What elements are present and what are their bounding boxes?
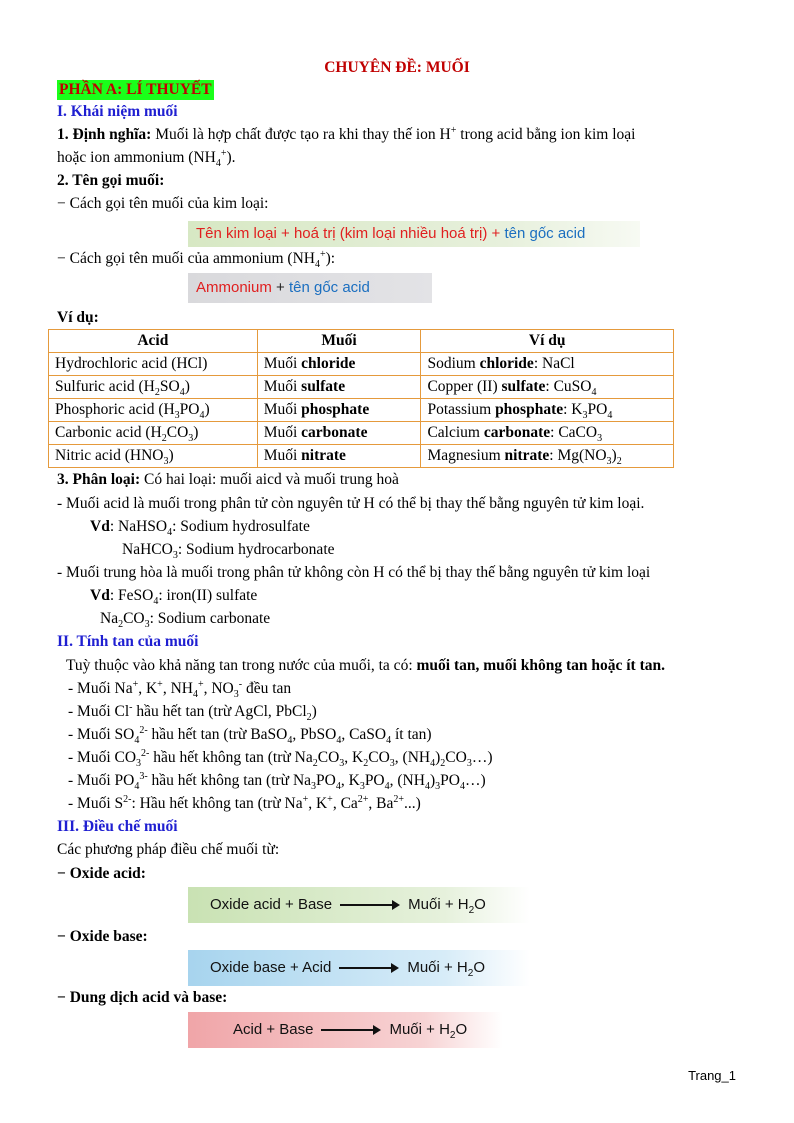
cell-salt: Muối nitrate: [257, 445, 421, 468]
solubility-rule-2: - Muối Cl- hầu hết tan (trừ AgCl, PbCl$_2$): [68, 701, 317, 724]
cell-acid: Nitric acid $(HNO_3)$: [49, 445, 258, 468]
acid-salt-example-2: NaHCO$_3$: Sodium hydrocarbonate: [122, 541, 335, 562]
method-oxide-base-label: − Oxide base:: [57, 928, 148, 945]
example-label: Ví dụ:: [57, 309, 99, 326]
document-title: CHUYÊN ĐỀ: MUỐI: [324, 59, 470, 76]
part-a-heading: PHẦN A: LÍ THUYẾT: [59, 81, 212, 98]
arrow-icon: [321, 1025, 381, 1035]
definition-line-2: hoặc ion ammonium $(NH_4^+)$.: [57, 147, 236, 170]
method-oxide-acid-label: − Oxide acid:: [57, 865, 146, 882]
page-number: Trang_1: [688, 1068, 736, 1083]
neutral-salt-definition: - Muối trung hòa là muối trong phân tử không còn H có thể bị thay thế bằng nguyên tử kim loại: [57, 564, 651, 581]
neutral-salt-example-1: Vd: FeSO$_4$: iron(II) sulfate: [90, 587, 258, 608]
solubility-rule-4: - Muối $CO_3^{2-}$ hầu hết không tan (trừ $Na_2CO_3$, $K_2CO_3$, $(NH_4)_2CO_3\dots$): [68, 747, 493, 770]
section-2-heading: II. Tính tan của muối: [57, 633, 199, 650]
acid-salt-table: [48, 329, 674, 468]
cell-acid: Sulfuric acid $(H_2SO_4)$: [49, 376, 258, 399]
reaction-oxide-acid: Oxide acid + Base Muối + $H_2O$: [188, 887, 530, 923]
metal-salt-name-formula: Tên kim loại + hoá trị (kim loại nhiều hoá trị) + tên gốc acid: [188, 221, 640, 247]
ammonium-salt-name-formula: Ammonium + tên gốc acid: [188, 273, 432, 303]
table-row: [49, 353, 674, 376]
solubility-rule-3: - Muối $SO_4^{2-}$ hầu hết tan (trừ BaSO$_4$, PbSO$_4$, CaSO$_4$ ít tan): [68, 724, 432, 747]
header-acid: Acid: [49, 330, 258, 353]
cell-acid: Phosphoric acid $(H_3PO_4)$: [49, 399, 258, 422]
classification-line: 3. Phân loại: Có hai loại: muối aicd và muối trung hoà: [57, 471, 399, 488]
reaction-oxide-base: Oxide base + Acid Muối + $H_2O$: [188, 950, 530, 986]
table-header-row: [49, 330, 674, 353]
arrow-icon: [339, 963, 399, 973]
naming-ammonium-text: − Cách gọi tên muối của ammonium $(NH_4^+)$:: [57, 248, 336, 271]
section-1-heading: I. Khái niệm muối: [57, 103, 178, 120]
section-3-heading: III. Điều chế muối: [57, 818, 178, 835]
cell-salt: Muối chloride: [257, 353, 421, 376]
table-row: [49, 376, 674, 399]
cell-salt: Muối sulfate: [257, 376, 421, 399]
solubility-rule-1: - Muối Na+, K+, $NH_4^+$, $NO_3^-$ đều tan: [68, 678, 292, 701]
table-row: [49, 445, 674, 468]
header-example: Ví dụ: [421, 330, 674, 353]
solubility-rule-6: - Muối $S^{2-}$: Hầu hết không tan (trừ Na+, K+, $Ca^{2+}$, $Ba^{2+}$...): [68, 793, 421, 812]
table-row: [49, 422, 674, 445]
cell-example: Potassium phosphate: $K_3PO_4$: [421, 399, 674, 422]
acid-salt-definition: - Muối acid là muối trong phân tử còn nguyên tử H có thể bị thay thế bằng nguyên tử kim loại.: [57, 495, 645, 512]
acid-salt-example-1: Vd: NaHSO$_4$: Sodium hydrosulfate: [90, 518, 310, 539]
definition-label: 1. Định nghĩa:: [57, 126, 152, 143]
naming-heading: 2. Tên gọi muối:: [57, 172, 165, 189]
solubility-rule-5: - Muối $PO_4^{3-}$ hầu hết không tan (trừ $Na_3PO_4$, $K_3PO_4$, $(NH_4)_3PO_4\dots$): [68, 770, 486, 793]
definition-line-1: 1. Định nghĩa: Muối là hợp chất được tạo ra khi thay thế ion H+ trong acid bằng ion kim loại: [57, 124, 636, 143]
cell-example: Copper (II) sulfate: CuSO$_4$: [421, 376, 674, 399]
cell-example: Magnesium nitrate: $Mg(NO_3)_2$: [421, 445, 674, 468]
reaction-acid-base: Acid + Base Muối + $H_2O$: [188, 1012, 503, 1048]
table-row: [49, 399, 674, 422]
arrow-icon: [340, 900, 400, 910]
cell-salt: Muối phosphate: [257, 399, 421, 422]
solubility-intro: Tuỳ thuộc vào khả năng tan trong nước của muối, ta có: muối tan, muối không tan hoặc ít tan.: [66, 657, 665, 674]
cell-acid: Carbonic acid $(H_2CO_3)$: [49, 422, 258, 445]
preparation-intro: Các phương pháp điều chế muối từ:: [57, 841, 280, 858]
neutral-salt-example-2: $Na_2CO_3$: Sodium carbonate: [100, 610, 271, 631]
cell-example: Calcium carbonate: CaCO$_3$: [421, 422, 674, 445]
method-acid-base-label: − Dung dịch acid và base:: [57, 989, 228, 1006]
cell-acid: Hydrochloric acid (HCl): [49, 353, 258, 376]
header-salt: Muối: [257, 330, 421, 353]
naming-metal-text: − Cách gọi tên muối của kim loại:: [57, 195, 269, 212]
cell-example: Sodium chloride: NaCl: [421, 353, 674, 376]
cell-salt: Muối carbonate: [257, 422, 421, 445]
